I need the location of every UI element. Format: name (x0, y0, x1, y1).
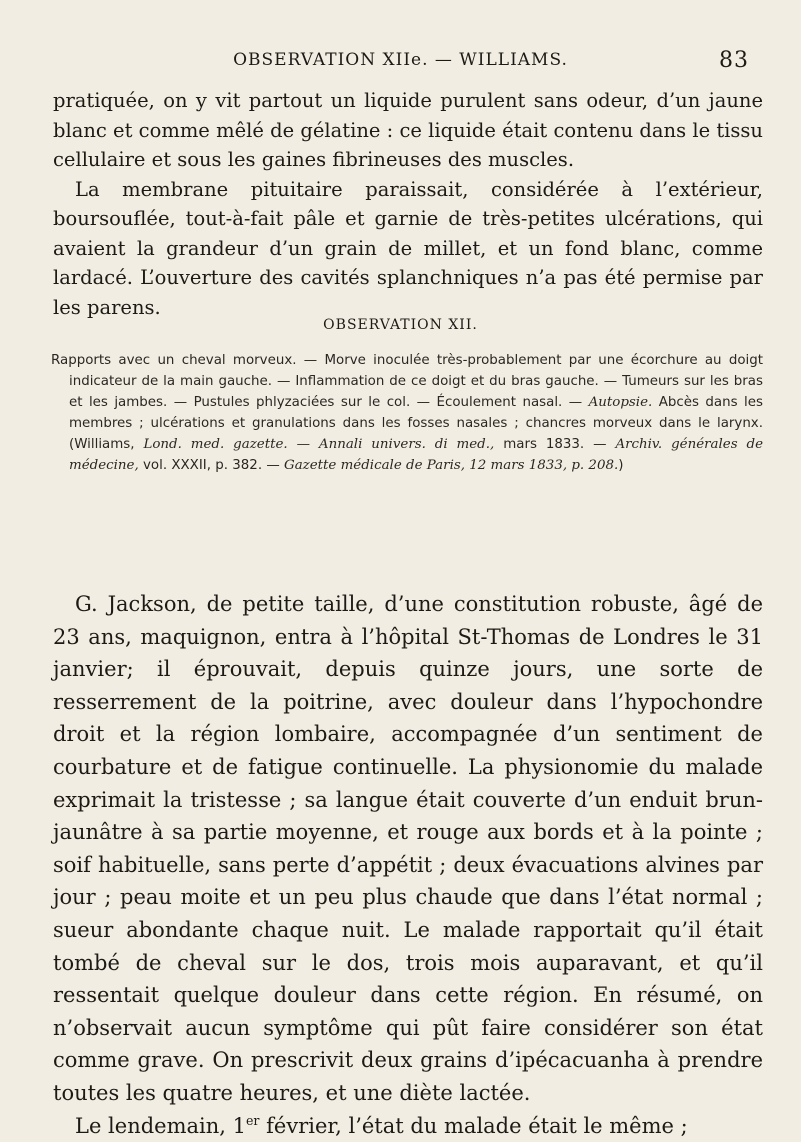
paragraph-continuation: pratiquée, on y vit partout un liquide purulent sans odeur, d’un jaune blanc et comme mêlé de gélatine : ce liquide était contenu dans le tissu cellulaire et sous les gaines fibrineuses des muscles. (53, 86, 763, 175)
ordinal-superscript: er (246, 1113, 259, 1128)
paragraph-jackson: G. Jackson, de petite taille, d’une constitution robuste, âgé de 23 ans, maquignon, entra à l’hôpital St-Thomas de Londres le 31 janvier; il éprouvait, depuis quinze jours, une sorte de resserrement de la poitrine, avec douleur dans l’hypochondre droit et la région lombaire, accompagnée d’un sentiment de courbature et de fatigue continuelle. La physionomie du malade exprimait la tristesse ; sa langue était couverte d’un enduit brun-jaunâtre à sa partie moyenne, et rouge aux bords et à la pointe ; soif habituelle, sans perte d’appétit ; deux évacuations alvines par jour ; peau moite et un peu plus chaude que dans l’état normal ; sueur abondante chaque nuit. Le malade rapportait qu’il était tombé de cheval sur le dos, trois mois auparavant, et qu’il ressentait quelque douleur dans cette région. En résumé, on n’observait aucun symptôme qui pût faire considérer son état comme grave. On prescrivit deux grains d’ipécacuanha à prendre toutes les quatre heures, et une diète lactée. (53, 588, 763, 1110)
summary-paragraph (51, 350, 763, 476)
summary-ref-date: 12 mars 1833, p. 208. (469, 458, 618, 473)
summary-text-2: Abcès dans les membres ; ulcérations et granulations dans les fosses nasales ; chancres morveux dans le larynx. (Williams, (69, 395, 763, 452)
summary-ref-gazette: Gazette médicale de Paris, (284, 458, 465, 473)
summary-text-6: ) (618, 458, 623, 473)
running-head-title: OBSERVATION XIIe. — WILLIAMS. (0, 50, 801, 70)
lendemain-text-end: février, l’état du malade était le même ; (259, 1114, 687, 1138)
summary-text-3: mars 1833. — (494, 437, 615, 452)
page-number: 83 (719, 48, 749, 73)
lendemain-text-start: Le lendemain, 1 (75, 1114, 246, 1138)
continued-text (53, 86, 763, 322)
paragraph-lendemain (53, 1110, 763, 1142)
summary-ref-london: Lond. med. gazette. — Annali univers. di med., (143, 437, 494, 452)
summary-text-4: vol. XXXII, p. 382. — (139, 458, 284, 473)
running-head (0, 48, 801, 78)
summary-autopsie: Autopsie. (589, 395, 653, 410)
observation-body (53, 588, 763, 1142)
summary-text-1: Rapports avec un cheval morveux. — Morve inoculée très-probablement par une écorchure au doigt indicateur de la main gauche. — Inflammation de ce doigt et du bras gauche. — Tumeurs sur les bras et les jambes. — Pustules phlyzaciées sur le col. — Écoulement nasal. — (51, 353, 763, 410)
observation-summary (51, 350, 763, 476)
summary-ref-archives: Archiv. générales de médecine, (69, 437, 763, 473)
paragraph-pituitaire: La membrane pituitaire paraissait, considérée à l’extérieur, boursouflée, tout-à-fait pâle et garnie de très-petites ulcérations, qui avaient la grandeur d’un grain de millet, et un fond blanc, comme lardacé. L’ouverture des cavités splanchniques n’a pas été permise par les parens. (53, 175, 763, 323)
observation-heading: OBSERVATION XII. (0, 317, 801, 333)
